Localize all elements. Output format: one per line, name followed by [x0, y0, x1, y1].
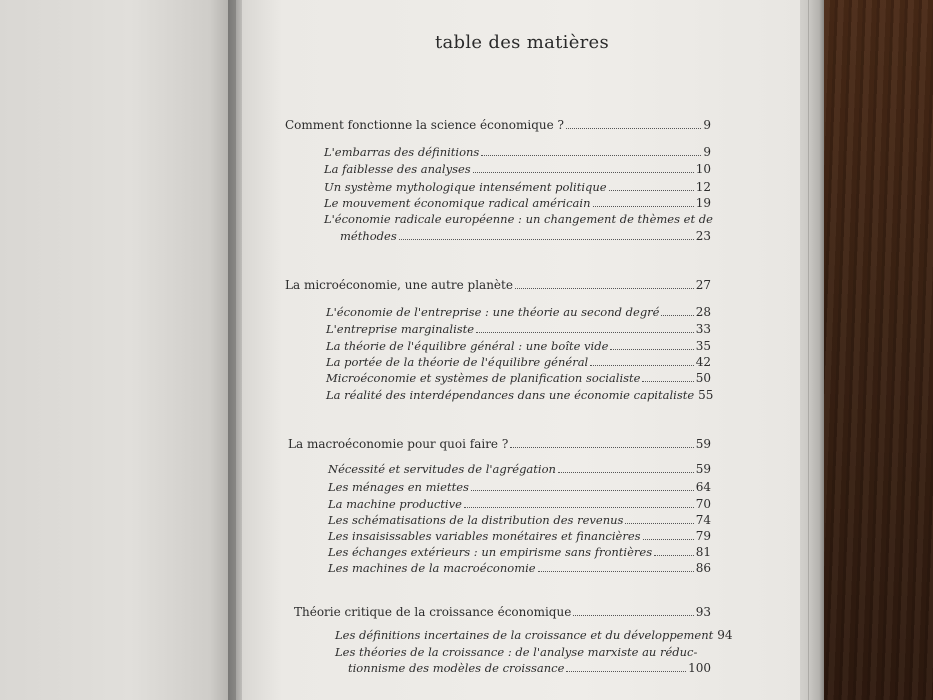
toc-entry: Microéconomie et systèmes de planification socialiste 50 [326, 371, 711, 385]
toc-heading: La macroéconomie pour quoi faire ? 59 [288, 437, 711, 451]
toc-entry: Le mouvement économique radical américain 19 [324, 196, 711, 210]
toc-entry: La machine productive 70 [328, 497, 711, 511]
toc-entry: La réalité des interdépendances dans une économie capitaliste 55 [326, 388, 714, 402]
toc-entry: tionnisme des modèles de croissance 100 [348, 661, 711, 675]
toc-entry: Les définitions incertaines de la croissance et du développement 94 [335, 628, 733, 642]
toc-entry: La faiblesse des analyses 10 [324, 162, 711, 176]
toc-heading: Comment fonctionne la science économique ? 9 [285, 118, 711, 132]
toc-heading: Théorie critique de la croissance économique 93 [294, 605, 711, 619]
toc-entry: L'embarras des définitions 9 [324, 145, 711, 159]
wooden-table [821, 0, 933, 700]
toc-entry: L'entreprise marginaliste 33 [326, 322, 711, 336]
left-page [0, 0, 238, 700]
toc-entry: Les échanges extérieurs : un empirisme sans frontières 81 [328, 545, 711, 559]
toc-entry: Les insaisissables variables monétaires et financières 79 [328, 529, 711, 543]
toc-entry: Les schématisations de la distribution des revenus 74 [328, 513, 711, 527]
toc-entry: Un système mythologique intensément politique 12 [324, 180, 711, 194]
toc-entry: méthodes 23 [340, 229, 711, 243]
toc-heading: La microéconomie, une autre planète 27 [285, 278, 711, 292]
toc-entry-part: L'économie radicale européenne : un changement de thèmes et de [324, 212, 713, 226]
toc-entry: Nécessité et servitudes de l'agrégation 59 [328, 462, 711, 476]
toc-entry: La théorie de l'équilibre général : une boîte vide 35 [326, 339, 711, 353]
toc-entry-part: Les théories de la croissance : de l'analyse marxiste au réduc- [335, 645, 698, 659]
toc-entry: La portée de la théorie de l'équilibre général 42 [326, 355, 711, 369]
page-title: table des matières [434, 32, 610, 53]
toc-entry: L'économie de l'entreprise : une théorie au second degré 28 [326, 305, 711, 319]
page-edges [800, 0, 824, 700]
toc-entry: Les machines de la macroéconomie 86 [328, 561, 711, 575]
toc-entry: Les ménages en miettes 64 [328, 480, 711, 494]
book-gutter [228, 0, 242, 700]
